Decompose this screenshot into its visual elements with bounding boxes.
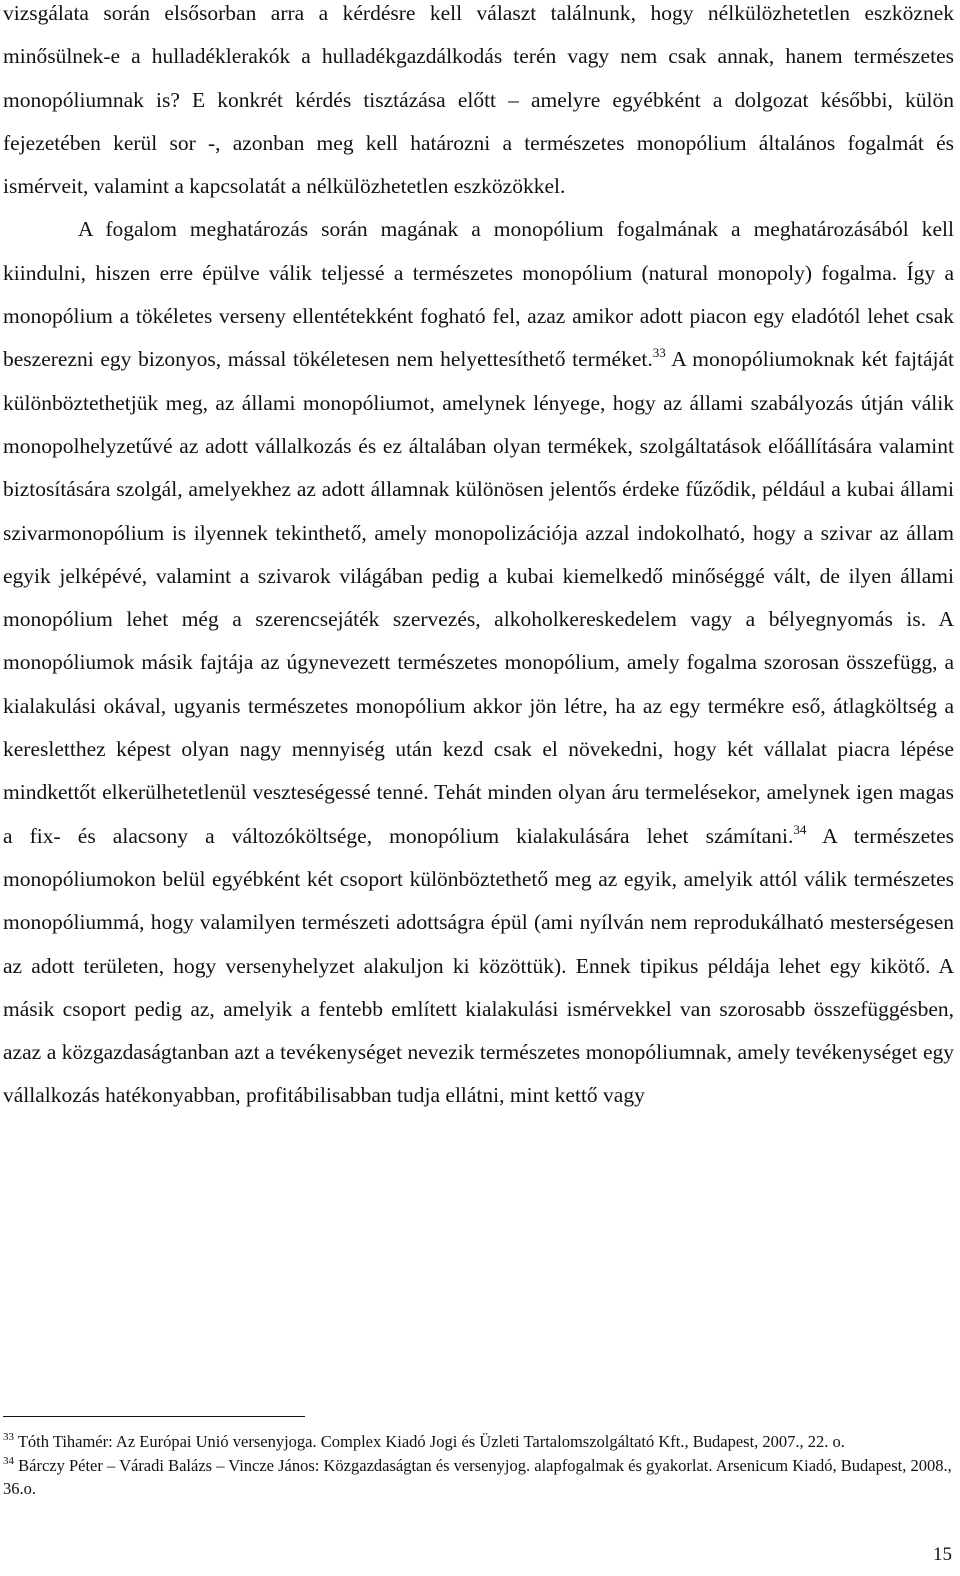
- footnotes: [3, 1430, 954, 1501]
- footnote-reference: 34: [793, 821, 807, 837]
- footnote: [3, 1454, 954, 1501]
- footnote-number: 34: [3, 1454, 14, 1467]
- footnote-text: Bárczy Péter – Váradi Balázs – Vincze János: Közgazdaságtan és versenyjog. alapfogalmak és gyakorlat. Arsenicum Kiadó, Budapest, 2008., 36.o.: [3, 1455, 952, 1498]
- paragraph-text: A természetes monopóliumokon belül egyébként két csoport különböztethető meg az egyik, amelyik attól válik természetes monopóliummá, hogy valamilyen természeti adottságra épül (ami nyílván nem reprodukálható mesterségesen az adott területen, hogy versenyhelyzet alakuljon ki közöttük). Ennek tipikus példája lehet egy kikötő. A másik csoport pedig az, amelyik a fentebb említett kialakulási ismérvekkel van szorosabb összefüggésben, azaz a közgazdaságtanban azt a tevékenységet nevezik természetes monopóliumnak, amely tevékenységet egy vállalkozás hatékonyabban, profitábilisabban tudja ellátni, mint kettő vagy: [3, 823, 954, 1108]
- paragraph: [3, 208, 954, 1117]
- body-text: [3, 0, 954, 1118]
- footnote-number: 33: [3, 1431, 14, 1443]
- paragraph-text: A fogalom meghatározás során magának a monopólium fogalmának a meghatározásából kell kiindulni, hiszen erre épülve válik teljessé a természetes monopólium (natural monopoly) fogalma. Így a monopólium a tökéletes verseny ellentétekként fogható fel, azaz amikor adott piacon egy eladótól lehet csak beszerezni egy bizonyos, mással tökéletesen nem helyettesíthető terméket.: [3, 217, 954, 372]
- paragraph: vizsgálata során elsősorban arra a kérdésre kell választ találnunk, hogy nélkülözhetetlen eszköznek minősülnek-e a hulladéklerakók a hulladékgazdálkodás terén vagy nem csak annak, hanem természetes monopóliumnak is? E konkrét kérdés tisztázása előtt – amelyre egyébként a dolgozat későbbi, külön fejezetében kerül sor -, azonban meg kell határozni a természetes monopólium általános fogalmát és ismérveit, valamint a kapcsolatát a nélkülözhetetlen eszközökkel.: [3, 1, 954, 199]
- footnote: [3, 1430, 954, 1454]
- footnote-text: Tóth Tihamér: Az Európai Unió versenyjoga. Complex Kiadó Jogi és Üzleti Tartalomszolgáltató Kft., Budapest, 2007., 22. o.: [14, 1432, 845, 1451]
- page-number: 15: [933, 1544, 952, 1565]
- footnote-reference: 33: [652, 345, 666, 361]
- footnote-separator: [3, 1416, 305, 1417]
- paragraph-text: A monopóliumoknak két fajtáját különböztethetjük meg, az állami monopóliumot, amelynek lényege, hogy az állami szabályozás útján válik monopolhelyzetűvé az adott vállalkozás és ez általában olyan termékek, szolgáltatások előállítására valamint biztosítására szolgál, amelyekhez az adott államnak különösen jelentős érdeke fűződik, például a kubai állami szivarmonopólium is ilyennek tekinthető, amely monopolizációja azzal indokolható, hogy a szivar az állam egyik jelképévé, valamint a szivarok világában pedig a kubai kiemelkedő minőséggé vált, de ilyen állami monopólium lehet még a szerencsejáték szervezés, alkoholkereskedelem vagy a bélyegnyomás is. A monopóliumok másik fajtája az úgynevezett természetes monopólium, amely fogalma szorosan összefügg, a kialakulási okával, ugyanis természetes monopólium akkor jön létre, ha az egy termékre eső, átlagköltség a keresletthez képest olyan nagy mennyiség után kezd csak el növekedni, hogy két vállalat piacra lépése mindkettőt elkerülhetetlenül veszteségessé tenné. Tehát minden olyan áru termelésekor, amelynek igen magas a fix- és alacsony a változóköltsége, monopólium kialakulására lehet számítani.: [3, 347, 954, 848]
